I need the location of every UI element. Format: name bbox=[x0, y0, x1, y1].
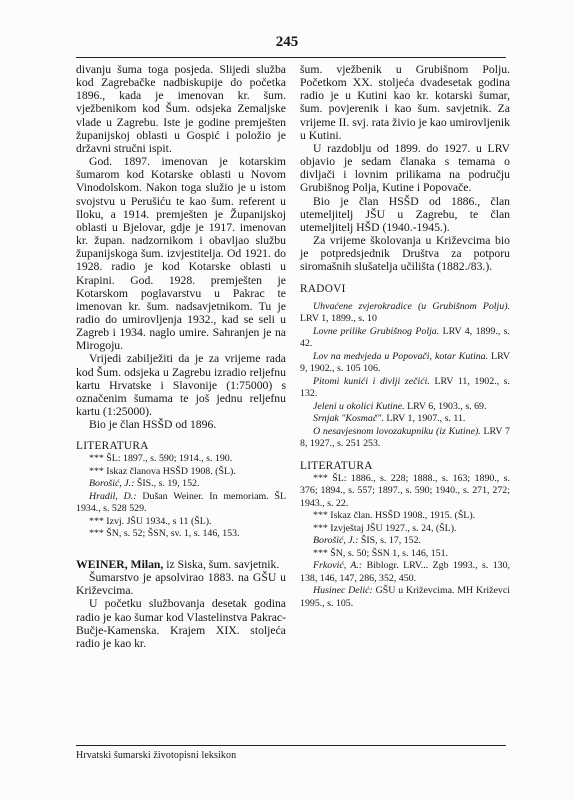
bio-paragraph: U razdoblju od 1899. do 1927. u LRV objavio je sedam članaka s temama o divljači i lovnim prilikama na području Grubišnog Polja, Kutine i Popovače. bbox=[300, 141, 510, 195]
header-rule bbox=[76, 57, 506, 58]
footer-rule bbox=[76, 745, 506, 746]
reference-item: Frković, A.: Biblogr. LRV... Zgb 1993., s. 130, 138, 146, 147, 286, 352, 450. bbox=[300, 560, 511, 584]
work-item: Uhvaćene zvjerokradice (u Grubišnom Polju). LRV 1, 1899., s. 10 bbox=[300, 300, 510, 324]
work-item: O nesavjesnom lovozakupniku (iz Kutine). LRV 7 8, 1927., s. 251 253. bbox=[300, 425, 510, 449]
reference-item: Hradil, D.: Dušan Weiner. In memoriam. ŠL 1934., s. 528 529. bbox=[76, 490, 286, 515]
works-heading: RADOVI bbox=[300, 282, 346, 295]
bio-paragraph: Za vrijeme školovanja u Križevcima bio je potpredsjednik Društva za potporu siromašnih slušatelja učilišta (1882./83.). bbox=[300, 234, 510, 274]
work-item: Lov na medvjeda u Popovači, kotar Kutina. LRV 9, 1902., s. 105 106. bbox=[300, 350, 510, 374]
right-column bbox=[300, 63, 510, 610]
reference-item: *** ŠL: 1897., s. 590; 1914., s. 190. bbox=[89, 453, 233, 465]
reference-item: *** Izvj. JŠU 1934., s 11 (ŠL). bbox=[89, 515, 212, 527]
reference-item: Borošić, J.: ŠIS., s. 19, 152. bbox=[89, 478, 200, 490]
bio-paragraph: Bio je član HSŠD od 1896. bbox=[89, 418, 217, 432]
bio-paragraph: Bio je član HSŠD od 1886., član utemeljitelj JŠU u Zagrebu, te član utemeljitelj HŠD (1940.-1945.). bbox=[300, 194, 510, 234]
running-footer: Hrvatski šumarski životopisni leksikon bbox=[76, 750, 237, 761]
work-item: Jeleni u okolici Kutine. LRV 6, 1903., s. 69. bbox=[313, 400, 487, 412]
reference-item: *** ŠN, s. 50; ŠSN 1, s. 146, 151. bbox=[313, 547, 448, 559]
entry-headword: WEINER, Milan, iz Siska, šum. savjetnik. bbox=[76, 557, 280, 571]
bio-paragraph: Šumarstvo je apsolvirao 1883. na GŠU u Križevcima. bbox=[76, 571, 286, 598]
bio-paragraph: U početku službovanja desetak godina radio je kao šumar kod Vlastelinstva Pakrac-Bučje-Kamenska. Krajem XIX. stoljeća radio je kao kr. bbox=[76, 597, 286, 650]
reference-item: *** Izvještaj JŠU 1927., s. 24, (ŠL). bbox=[313, 522, 457, 534]
page-number: 245 bbox=[275, 34, 299, 50]
literature-heading: LITERATURA bbox=[76, 440, 149, 453]
entry-name: WEINER, Milan, bbox=[76, 557, 164, 571]
reference-item: *** Iskaz član. HSŠD 1908., 1915. (ŠL). bbox=[313, 510, 476, 521]
bio-paragraph: šum. vježbenik u Grubišnom Polju. Početkom XX. stoljeća dvadesetak godina radio je u Kutini kao kr. kotarski šumar, šum. povjerenik i kao šum. savjetnik. Za vrijeme II. svj. rata živio je kao umirovljenik u Kutini. bbox=[300, 63, 510, 142]
work-item: Srnjak "Kosmač". LRV 1, 1907., s. 11. bbox=[313, 413, 466, 424]
reference-item: *** ŠL: 1886., s. 228; 1888., s. 163; 1890., s. 376; 1894., s. 557; 1897., s. 590; 1940., s. 271, 272; 1943., s. 22. bbox=[300, 472, 510, 509]
reference-item: Borošić, J.: ŠIS, s. 17, 152. bbox=[313, 535, 421, 546]
work-item: Pitomi kunići i divlji zečići. LRV 11, 1902., s. 132. bbox=[300, 375, 510, 399]
reference-item: Husinec Delić: GŠU u Križevcima. MH Križevci 1995., s. 105. bbox=[300, 585, 510, 609]
bio-paragraph: divanju šuma toga posjeda. Slijedi služba kod Zagrebačke nadbiskupije do početka 1896., kada je imenovan kr. šum. vježbenikom kod Šum. odsjeka Zemaljske vlade u Zagrebu. Iste je godine premješten županijskoj oblasti u Gospić i položio je državni stručni ispit. bbox=[76, 63, 286, 155]
work-item: Lovne prilike Grubišnog Polja. LRV 4, 1899., s. 42. bbox=[300, 325, 510, 349]
left-column bbox=[76, 63, 286, 650]
bio-paragraph: Vrijedi zabilježiti da je za vrijeme rada kod Šum. odsjeka u Zagrebu izradio reljefnu kartu Hrvatske i Slavonije (1:75000) s označenim šumama te još jednu reljefnu kartu (1:25000). bbox=[76, 352, 286, 419]
literature-heading: LITERATURA bbox=[300, 459, 373, 472]
reference-item: *** ŠN, s. 52; ŠSN, sv. 1, s. 146, 153. bbox=[89, 528, 240, 540]
reference-item: *** Iskaz članova HSŠD 1908. (ŠL). bbox=[89, 465, 236, 477]
bio-paragraph: God. 1897. imenovan je kotarskim šumarom kod Kotarske oblasti u Novom Vinodolskom. Nakon toga služio je u istom svojstvu u Perušiću te kao šum. referent u Iloku, a 1914. premješten je Županijskoj oblasti u Bjelovar, gdje je 1917. imenovan kr. župan. nadzornikom i obavljao službu županijskoga šum. izvjestitelja. Od 1921. do 1928. radio je kod Kotarske oblasti u Krapini. God. 1928. premješten je Kotarskom poglavarstvu u Pakrac te imenovan kr. šum. nadsavjetnikom. Tu je radio do umirovljenja 1932., kad se seli u Zagreb i 1934. naglo umire. Sahranjen je na Mirogoju. bbox=[76, 155, 286, 353]
